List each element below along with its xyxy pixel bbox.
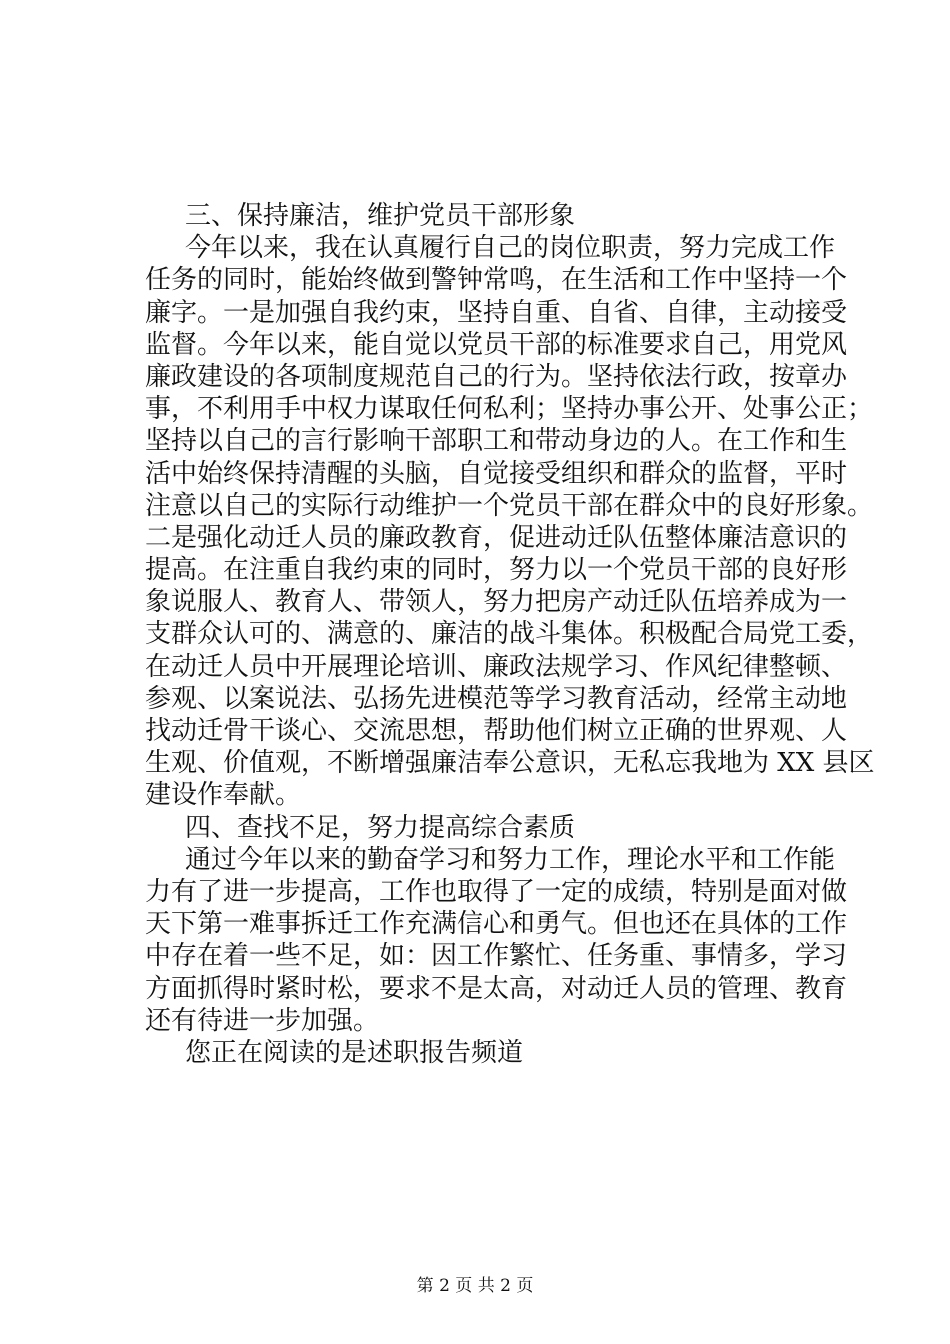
paragraph-line: 通过今年以来的勤奋学习和努力工作，理论水平和工作能	[185, 844, 836, 875]
paragraph-line: 方面抓得时紧时松，要求不是太高，对动迁人员的管理、教育	[145, 973, 848, 1004]
paragraph-line: 廉字。一是加强自我约束，坚持自重、自省、自律，主动接受	[145, 297, 848, 328]
paragraph-line: 生观、价值观，不断增强廉洁奉公意识，无私忘我地为 XX 县区	[145, 748, 875, 779]
page-footer	[0, 1275, 950, 1297]
section-heading-4: 四、查找不足，努力提高综合素质	[185, 812, 576, 843]
paragraph-line: 廉政建设的各项制度规范自己的行为。坚持依法行政，按章办	[145, 361, 848, 392]
paragraph-line: 事，不利用手中权力谋取任何私利；坚持办事公开、处事公正；	[145, 394, 874, 425]
paragraph-line: 中存在着一些不足，如：因工作繁忙、任务重、事情多，学习	[145, 941, 848, 972]
paragraph-line: 还有待进一步加强。	[145, 1005, 380, 1036]
paragraph-line: 在动迁人员中开展理论培训、廉政法规学习、作风纪律整顿、	[145, 651, 848, 682]
paragraph-line: 找动迁骨干谈心、交流思想，帮助他们树立正确的世界观、人	[145, 716, 848, 746]
paragraph-line: 天下第一难事拆迁工作充满信心和勇气。但也还在具体的工作	[145, 909, 848, 940]
page-number: 第 2 页 共 2 页	[416, 1276, 534, 1296]
paragraph-line: 二是强化动迁人员的廉政教育，促进动迁队伍整体廉洁意识的	[145, 522, 848, 553]
paragraph-line: 监督。今年以来，能自觉以党员干部的标准要求自己，用党风	[145, 329, 848, 360]
channel-note: 您正在阅读的是述职报告频道	[185, 1037, 524, 1068]
section-heading-3: 三、保持廉洁，维护党员干部形象	[185, 201, 576, 231]
paragraph-line: 今年以来，我在认真履行自己的岗位职责，努力完成工作	[185, 233, 836, 264]
paragraph-line: 任务的同时，能始终做到警钟常鸣，在生活和工作中坚持一个	[145, 265, 848, 296]
paragraph-line: 提高。在注重自我约束的同时，努力以一个党员干部的良好形	[145, 555, 848, 586]
document-body	[145, 200, 875, 1069]
paragraph-line: 支群众认可的、满意的、廉洁的战斗集体。积极配合局党工委，	[145, 619, 874, 650]
paragraph-line: 注意以自己的实际行动维护一个党员干部在群众中的良好形象。	[145, 490, 874, 521]
paragraph-line: 参观、以案说法、弘扬先进模范等学习教育活动，经常主动地	[145, 683, 848, 714]
paragraph-line: 坚持以自己的言行影响干部职工和带动身边的人。在工作和生	[145, 426, 848, 457]
paragraph-line: 象说服人、教育人、带领人，努力把房产动迁队伍培养成为一	[145, 587, 848, 618]
paragraph-line: 建设作奉献。	[145, 780, 302, 811]
paragraph-line: 力有了进一步提高，工作也取得了一定的成绩，特别是面对做	[145, 876, 848, 907]
paragraph-line: 活中始终保持清醒的头脑，自觉接受组织和群众的监督，平时	[145, 458, 848, 489]
